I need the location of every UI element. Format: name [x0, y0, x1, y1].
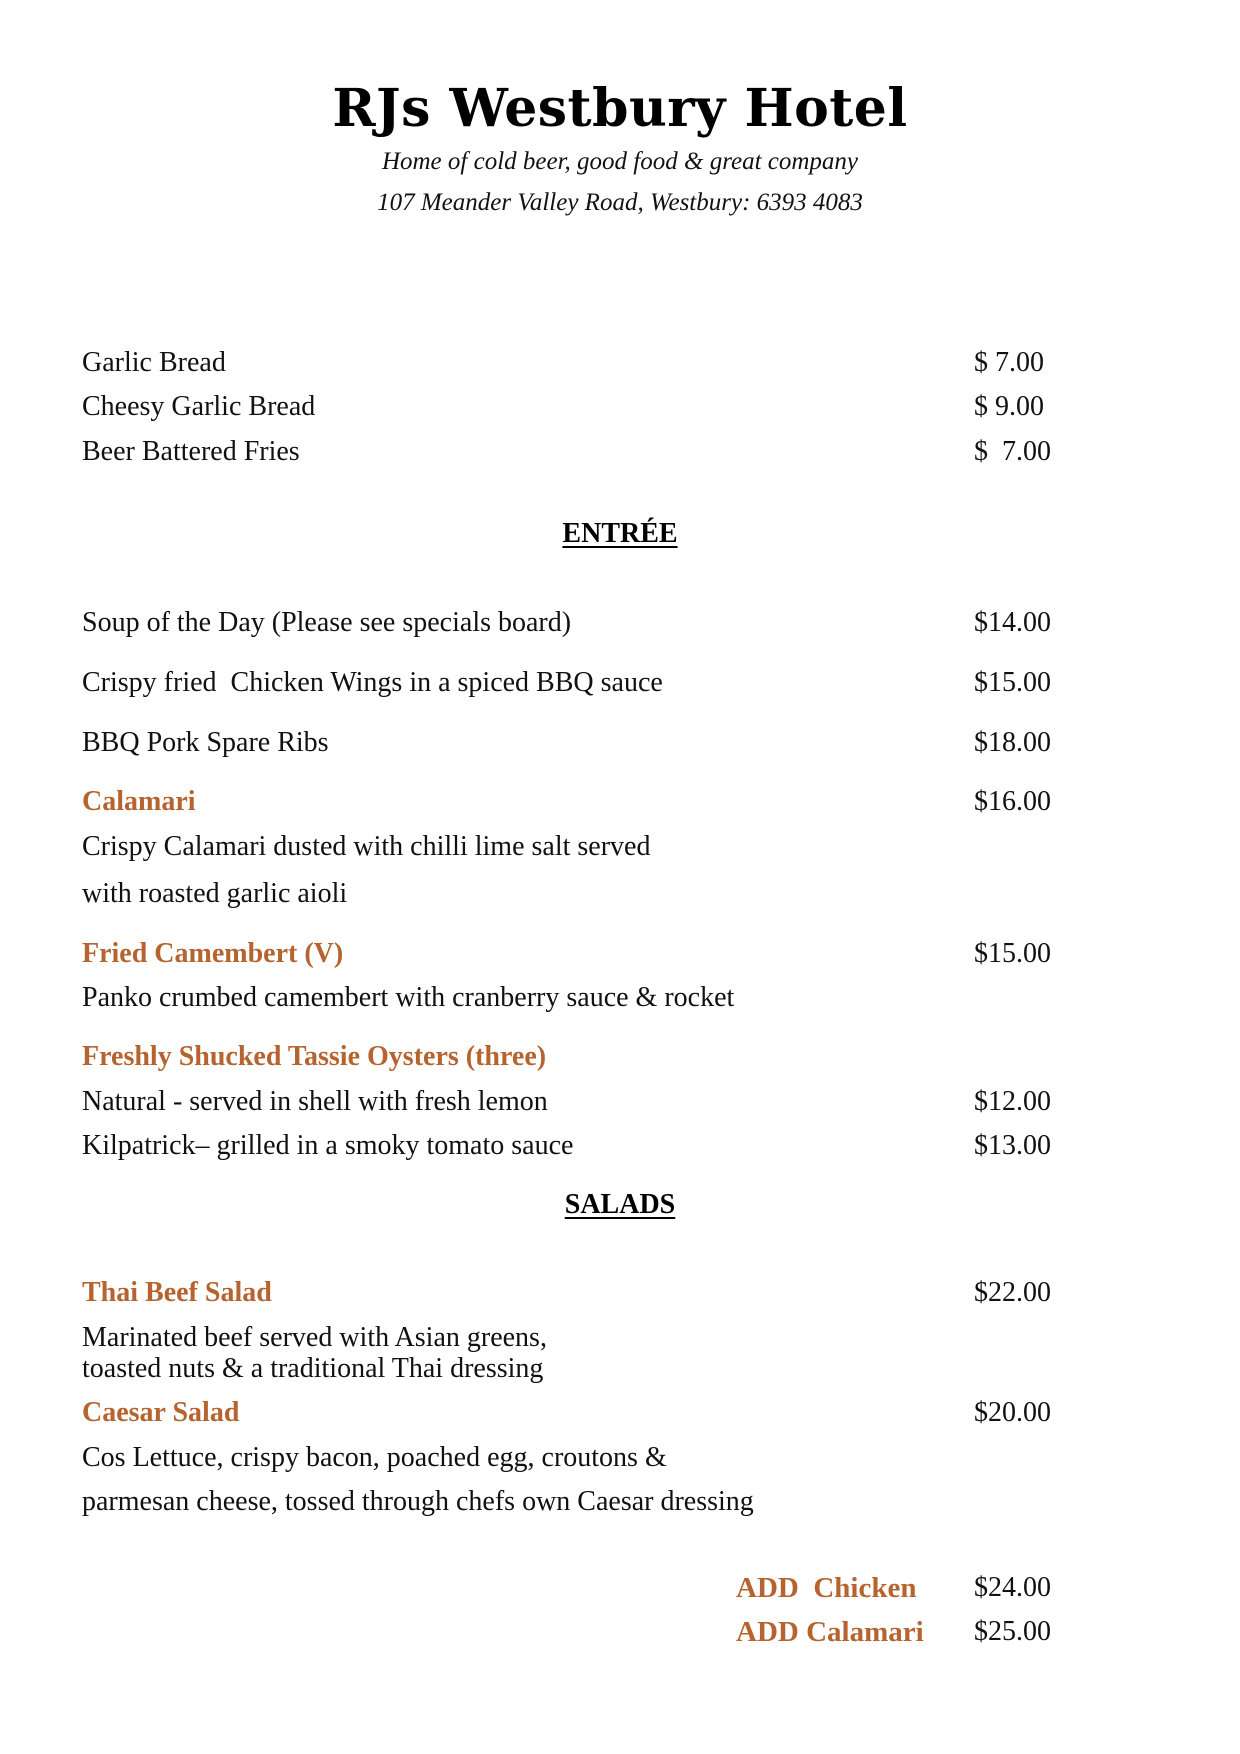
- menu-item-price: $ 7.00: [974, 347, 1044, 378]
- menu-item-description: Panko crumbed camembert with cranberry sauce & rocket: [82, 982, 735, 1013]
- menu-item-price: $13.00: [974, 1130, 1051, 1161]
- menu-item-description: Marinated beef served with Asian greens,: [82, 1322, 547, 1353]
- menu-item-price: $20.00: [974, 1397, 1051, 1428]
- menu-item-price: $14.00: [974, 607, 1051, 638]
- menu-item-option: Natural - served in shell with fresh lemon: [82, 1086, 548, 1117]
- menu-item-name: Cheesy Garlic Bread: [82, 391, 316, 422]
- menu-item-name: Caesar Salad: [82, 1397, 240, 1428]
- menu-item-price: $12.00: [974, 1086, 1051, 1117]
- addon-price: $25.00: [974, 1616, 1051, 1647]
- menu-item-name: Beer Battered Fries: [82, 436, 300, 467]
- menu-item-price: $22.00: [974, 1277, 1051, 1308]
- section-heading-entree: ENTRÉE: [562, 518, 678, 549]
- menu-item-description: toasted nuts & a traditional Thai dressing: [82, 1353, 544, 1384]
- menu-item-name: Fried Camembert (V): [82, 938, 344, 969]
- menu-item-name: Garlic Bread: [82, 347, 226, 378]
- menu-item-description: parmesan cheese, tossed through chefs own Caesar dressing: [82, 1486, 754, 1517]
- tagline: Home of cold beer, good food & great company: [381, 148, 859, 175]
- menu-item-name: Calamari: [82, 786, 196, 817]
- menu-item-description: Cos Lettuce, crispy bacon, poached egg, croutons &: [82, 1442, 667, 1473]
- menu-item-name: Crispy fried Chicken Wings in a spiced BBQ sauce: [82, 667, 663, 698]
- menu-item-price: $15.00: [974, 938, 1051, 969]
- menu-item-description: Crispy Calamari dusted with chilli lime salt served: [82, 831, 651, 862]
- menu-item-name: Freshly Shucked Tassie Oysters (three): [82, 1041, 547, 1072]
- section-heading-salads: SALADS: [564, 1189, 676, 1220]
- page-title: RJs Westbury Hotel: [332, 78, 908, 139]
- menu-item-description: with roasted garlic aioli: [82, 878, 348, 909]
- menu-item-price: $15.00: [974, 667, 1051, 698]
- address: 107 Meander Valley Road, Westbury: 6393 4083: [377, 189, 863, 216]
- menu-item-price: $18.00: [974, 727, 1051, 758]
- menu-item-price: $ 7.00: [974, 436, 1051, 467]
- menu-item-name: BBQ Pork Spare Ribs: [82, 727, 329, 758]
- menu-item-name: Soup of the Day (Please see specials board): [82, 607, 572, 638]
- menu-item-name: Thai Beef Salad: [82, 1277, 272, 1308]
- addon-name: ADD Calamari: [736, 1616, 924, 1648]
- menu-item-price: $16.00: [974, 786, 1051, 817]
- menu-item-price: $ 9.00: [974, 391, 1044, 422]
- addon-price: $24.00: [974, 1572, 1051, 1603]
- addon-name: ADD Chicken: [736, 1572, 917, 1604]
- menu-item-option: Kilpatrick– grilled in a smoky tomato sauce: [82, 1130, 574, 1161]
